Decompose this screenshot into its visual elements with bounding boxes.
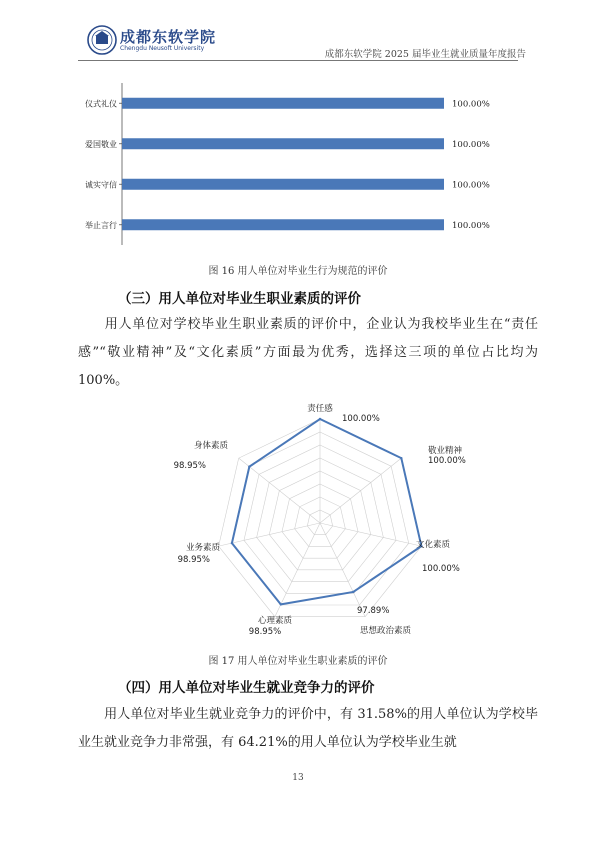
radar-value-label: 100.00%	[342, 414, 380, 424]
header-rule	[78, 60, 518, 61]
radar-value-label: 98.95%	[173, 461, 206, 471]
radar-category-label: 业务素质	[185, 543, 220, 553]
radar-series-line	[232, 419, 421, 604]
section3-paragraph-text: 用人单位对学校毕业生职业素质的评价中，企业认为我校毕业生在“责任感”“敬业精神”及“文化素质”方面最为优秀，选择这三项的单位占比均为 100%。	[78, 317, 538, 388]
bar-value-label: 100.00%	[452, 180, 490, 191]
bar-value-label: 100.00%	[452, 139, 490, 150]
radar-spoke	[320, 458, 401, 523]
radar-category-label: 思想政治素质	[360, 626, 412, 636]
page-number: 13	[292, 773, 304, 783]
radar-point-6	[248, 465, 250, 467]
section4-paragraph-text: 用人单位对毕业生就业竞争力的评价中，有 31.58%的用人单位认为学校毕业生就业竞争力非常强，有 64.21%的用人单位认为学校毕业生就	[78, 707, 538, 750]
bar-value-label: 100.00%	[452, 99, 490, 110]
bar-0	[122, 98, 444, 109]
bar-category-label: 爱国敬业	[85, 139, 117, 149]
bar-value-label: 100.00%	[452, 220, 490, 231]
behavior-evaluation-bar-chart	[75, 80, 525, 245]
radar-point-5	[231, 542, 233, 544]
bar-2	[122, 179, 444, 190]
section4-heading: （四）用人单位对毕业生就业竞争力的评价	[118, 680, 375, 696]
logo-text-cn: 成都东软学院	[120, 28, 217, 46]
bar-category-label: 举止言行	[85, 220, 117, 230]
radar-point-1	[400, 457, 402, 459]
radar-category-label: 敬业精神	[428, 446, 463, 456]
radar-value-label: 98.95%	[248, 627, 282, 637]
bar-category-label: 仪式礼仪	[85, 99, 117, 109]
report-header-title: 成都东软学院 2025 届毕业生就业质量年度报告	[324, 49, 526, 60]
bar-1	[122, 138, 444, 149]
section4-paragraph	[78, 701, 538, 757]
section3-heading: （三）用人单位对毕业生职业素质的评价	[118, 291, 361, 307]
figure16-caption: 图 16 用人单位对毕业生行为规范的评价	[208, 266, 388, 277]
radar-spoke	[320, 523, 421, 546]
radar-spoke	[239, 458, 320, 523]
university-logo-icon	[86, 24, 118, 56]
radar-point-0	[319, 418, 321, 420]
radar-value-label: 98.95%	[177, 555, 210, 565]
logo-text-en: Chengdu Neusoft University	[120, 45, 205, 52]
radar-category-label: 责任感	[307, 404, 333, 414]
professional-quality-radar-chart	[150, 398, 480, 648]
radar-point-3	[352, 591, 354, 593]
bar-3	[122, 219, 444, 230]
radar-value-label: 97.89%	[357, 606, 390, 616]
radar-category-label: 心理素质	[257, 616, 293, 626]
section3-paragraph	[78, 311, 538, 395]
radar-value-label: 100.00%	[428, 456, 466, 466]
radar-point-4	[280, 603, 282, 605]
radar-category-label: 文化素质	[416, 540, 451, 550]
figure17-caption: 图 17 用人单位对毕业生职业素质的评价	[208, 656, 388, 667]
radar-value-label: 100.00%	[422, 564, 460, 574]
bar-category-label: 诚实守信	[85, 180, 117, 190]
radar-category-label: 身体素质	[193, 441, 228, 451]
